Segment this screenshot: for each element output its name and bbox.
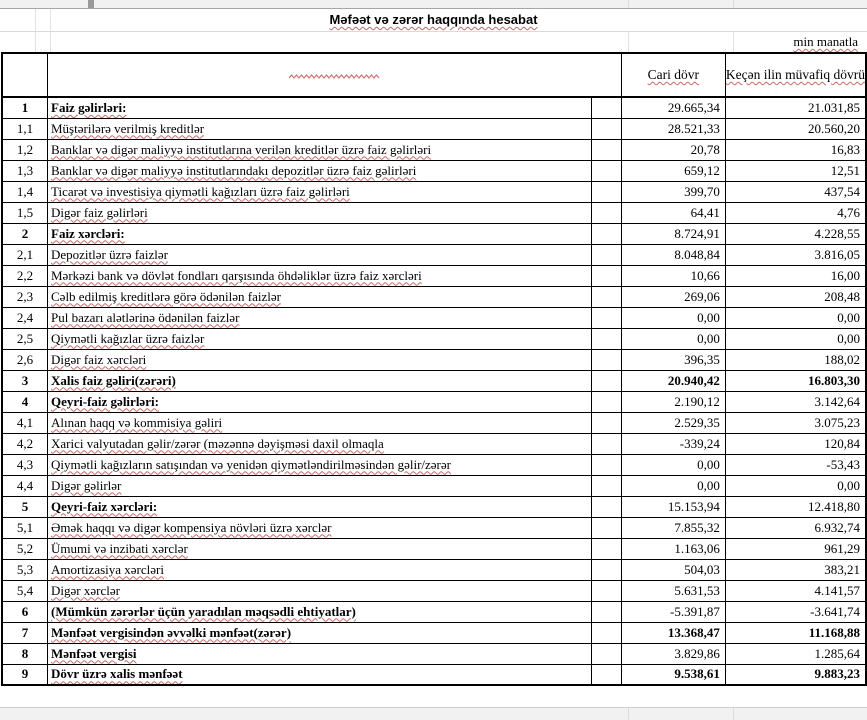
header-col-current[interactable]: Cari dövr bbox=[621, 53, 725, 97]
row-label-cell[interactable]: Banklar və digər maliyyə institutlarındakı depozitlər üzrə faiz gəlirləri bbox=[48, 160, 592, 181]
table-row bbox=[2, 202, 866, 223]
row-number-cell[interactable]: 4,4 bbox=[2, 475, 48, 496]
previous-value-cell[interactable]: 383,21 bbox=[725, 559, 866, 580]
table-row bbox=[2, 223, 866, 244]
gridline bbox=[628, 708, 629, 720]
gridline bbox=[733, 708, 734, 720]
spacer-cell[interactable] bbox=[592, 181, 621, 202]
table-row bbox=[2, 580, 866, 601]
previous-value-cell[interactable]: 208,48 bbox=[725, 286, 866, 307]
row-label-cell[interactable]: Mənfəət vergisindən əvvəlki mənfəət(zərər) bbox=[48, 622, 592, 643]
row-number-cell[interactable]: 5 bbox=[2, 496, 48, 517]
spacer-cell[interactable] bbox=[592, 160, 621, 181]
previous-value-cell[interactable]: 21.031,85 bbox=[725, 97, 866, 118]
row-number-cell[interactable]: 1,5 bbox=[2, 202, 48, 223]
row-number-cell[interactable]: 1 bbox=[2, 97, 48, 118]
spacer-cell[interactable] bbox=[592, 286, 621, 307]
table-row bbox=[2, 475, 866, 496]
report-table-body bbox=[2, 97, 866, 685]
row-label-cell[interactable]: Digər faiz xərcləri bbox=[48, 349, 592, 370]
spacer-cell[interactable] bbox=[592, 622, 621, 643]
previous-value-cell[interactable]: 437,54 bbox=[725, 181, 866, 202]
row-number-cell[interactable]: 9 bbox=[2, 664, 48, 685]
previous-value-cell[interactable]: 120,84 bbox=[725, 433, 866, 454]
current-value-cell[interactable]: -339,24 bbox=[621, 433, 725, 454]
table-row bbox=[2, 496, 866, 517]
table-row bbox=[2, 160, 866, 181]
row-number-cell[interactable]: 2,3 bbox=[2, 286, 48, 307]
spacer-cell[interactable] bbox=[592, 328, 621, 349]
current-value-cell[interactable]: -5.391,87 bbox=[621, 601, 725, 622]
row-number-cell[interactable]: 4,2 bbox=[2, 433, 48, 454]
previous-value-cell[interactable]: 16,00 bbox=[725, 265, 866, 286]
current-value-cell[interactable]: 2.190,12 bbox=[621, 391, 725, 412]
table-row bbox=[2, 307, 866, 328]
spacer-cell[interactable] bbox=[592, 223, 621, 244]
current-value-cell[interactable]: 0,00 bbox=[621, 307, 725, 328]
table-row bbox=[2, 286, 866, 307]
row-label-cell[interactable]: Mərkəzi bank və dövlət fondları qarşısında öhdəliklər üzrə faiz xərcləri bbox=[48, 265, 592, 286]
row-number-cell[interactable]: 4,1 bbox=[2, 412, 48, 433]
table-row bbox=[2, 412, 866, 433]
row-label-cell[interactable]: Qiymətli kağızların satışından və yenidən qiymətləndirilməsindən gəlir/zərər bbox=[48, 454, 592, 475]
report-table bbox=[1, 52, 867, 686]
row-number-cell[interactable]: 2,2 bbox=[2, 265, 48, 286]
spellcheck-squiggle bbox=[288, 73, 380, 80]
current-value-cell[interactable]: 9.538,61 bbox=[621, 664, 725, 685]
current-value-cell[interactable]: 1.163,06 bbox=[621, 538, 725, 559]
spacer-cell[interactable] bbox=[592, 265, 621, 286]
current-value-cell[interactable]: 659,12 bbox=[621, 160, 725, 181]
current-value-cell[interactable]: 8.724,91 bbox=[621, 223, 725, 244]
spacer-cell[interactable] bbox=[592, 244, 621, 265]
previous-value-cell[interactable]: 16.803,30 bbox=[725, 370, 866, 391]
row-label-cell[interactable]: Qeyri-faiz gəlirləri: bbox=[48, 391, 592, 412]
row-number-cell[interactable]: 2,6 bbox=[2, 349, 48, 370]
previous-value-cell[interactable]: 3.142,64 bbox=[725, 391, 866, 412]
current-value-cell[interactable]: 2.529,35 bbox=[621, 412, 725, 433]
row-label-cell[interactable]: Cəlb edilmiş kreditlərə görə ödənilən faizlər bbox=[48, 286, 592, 307]
previous-value-cell[interactable]: 6.932,74 bbox=[725, 517, 866, 538]
row-label-cell[interactable]: Qeyri-faiz xərcləri: bbox=[48, 496, 592, 517]
spacer-cell[interactable] bbox=[592, 475, 621, 496]
table-row bbox=[2, 517, 866, 538]
row-number-cell[interactable]: 4,3 bbox=[2, 454, 48, 475]
spacer-cell[interactable] bbox=[592, 454, 621, 475]
current-value-cell[interactable]: 399,70 bbox=[621, 181, 725, 202]
previous-value-cell[interactable]: 4.228,55 bbox=[725, 223, 866, 244]
spacer-cell[interactable] bbox=[592, 370, 621, 391]
spacer-cell[interactable] bbox=[592, 559, 621, 580]
spacer-cell[interactable] bbox=[592, 97, 621, 118]
current-value-cell[interactable]: 8.048,84 bbox=[621, 244, 725, 265]
table-row bbox=[2, 391, 866, 412]
current-value-cell[interactable]: 29.665,34 bbox=[621, 97, 725, 118]
unit-note: min manatla bbox=[793, 34, 858, 49]
spacer-cell[interactable] bbox=[592, 118, 621, 139]
table-row bbox=[2, 265, 866, 286]
spacer-cell[interactable] bbox=[592, 349, 621, 370]
previous-value-cell[interactable]: 12.418,80 bbox=[725, 496, 866, 517]
table-row bbox=[2, 97, 866, 118]
previous-value-cell[interactable]: 9.883,23 bbox=[725, 664, 866, 685]
current-value-cell[interactable]: 64,41 bbox=[621, 202, 725, 223]
previous-value-cell[interactable]: -53,43 bbox=[725, 454, 866, 475]
table-row bbox=[2, 538, 866, 559]
current-value-cell[interactable]: 15.153,94 bbox=[621, 496, 725, 517]
row-number-cell[interactable]: 2,1 bbox=[2, 244, 48, 265]
table-row bbox=[2, 454, 866, 475]
row-number-cell[interactable]: 5,1 bbox=[2, 517, 48, 538]
row-label-cell[interactable]: Faiz gəlirləri: bbox=[48, 97, 592, 118]
spacer-cell[interactable] bbox=[592, 433, 621, 454]
row-number-cell[interactable]: 7 bbox=[2, 622, 48, 643]
table-row bbox=[2, 622, 866, 643]
table-row bbox=[2, 433, 866, 454]
header-col-previous[interactable]: Keçən ilin müvafiq dövrü bbox=[725, 53, 866, 97]
spacer-cell[interactable] bbox=[592, 412, 621, 433]
previous-value-cell[interactable]: 16,83 bbox=[725, 139, 866, 160]
spacer-cell[interactable] bbox=[592, 538, 621, 559]
row-label-cell[interactable]: Digər xərclər bbox=[48, 580, 592, 601]
previous-value-cell[interactable]: 0,00 bbox=[725, 328, 866, 349]
current-value-cell[interactable]: 13.368,47 bbox=[621, 622, 725, 643]
table-row bbox=[2, 664, 866, 685]
row-number-cell[interactable]: 1,1 bbox=[2, 118, 48, 139]
row-label-cell[interactable]: Alınan haqq və kommisiya gəliri bbox=[48, 412, 592, 433]
table-row bbox=[2, 328, 866, 349]
spacer-cell[interactable] bbox=[592, 391, 621, 412]
current-value-cell[interactable]: 7.855,32 bbox=[621, 517, 725, 538]
row-number-cell[interactable]: 6 bbox=[2, 601, 48, 622]
report-title: Məfəət və zərər haqqında hesabat bbox=[329, 12, 538, 27]
spacer-cell[interactable] bbox=[592, 664, 621, 685]
row-label-cell[interactable]: Xalis faiz gəliri(zərəri) bbox=[48, 370, 592, 391]
previous-value-cell[interactable]: 3.816,05 bbox=[725, 244, 866, 265]
row-number-cell[interactable]: 2,4 bbox=[2, 307, 48, 328]
table-row bbox=[2, 559, 866, 580]
row-number-cell[interactable]: 1,4 bbox=[2, 181, 48, 202]
current-value-cell[interactable]: 28.521,33 bbox=[621, 118, 725, 139]
table-row bbox=[2, 181, 866, 202]
report-title-row[interactable] bbox=[0, 9, 867, 31]
previous-value-cell[interactable]: 12,51 bbox=[725, 160, 866, 181]
row-label-cell[interactable]: Depozitlər üzrə faizlər bbox=[48, 244, 592, 265]
current-value-cell[interactable]: 269,06 bbox=[621, 286, 725, 307]
gridline bbox=[628, 0, 629, 8]
previous-value-cell[interactable]: 961,29 bbox=[725, 538, 866, 559]
row-label-cell[interactable]: (Mümkün zərərlər üçün yaradılan məqsədli ehtiyatlar) bbox=[48, 601, 592, 622]
table-row bbox=[2, 118, 866, 139]
row-label-cell[interactable]: Digər gəlirlər bbox=[48, 475, 592, 496]
row-number-cell[interactable]: 2,5 bbox=[2, 328, 48, 349]
table-row bbox=[2, 601, 866, 622]
row-label-cell[interactable]: Faiz xərcləri: bbox=[48, 223, 592, 244]
table-row bbox=[2, 643, 866, 664]
previous-value-cell[interactable]: 3.075,23 bbox=[725, 412, 866, 433]
spacer-cell[interactable] bbox=[592, 601, 621, 622]
current-value-cell[interactable]: 504,03 bbox=[621, 559, 725, 580]
row-label-cell[interactable]: Əmək haqqı və digər kompensiya növləri üzrə xərclər bbox=[48, 517, 592, 538]
table-row bbox=[2, 244, 866, 265]
row-number-cell[interactable]: 1,2 bbox=[2, 139, 48, 160]
bottom-row-strip bbox=[0, 707, 867, 720]
row-label-cell[interactable]: Ticarət və investisiya qiymətli kağızları üzrə faiz gəlirləri bbox=[48, 181, 592, 202]
header-desc-cell[interactable] bbox=[48, 53, 622, 97]
top-row-strip bbox=[0, 0, 867, 9]
table-row bbox=[2, 349, 866, 370]
previous-value-cell[interactable]: 0,00 bbox=[725, 475, 866, 496]
gridline bbox=[733, 0, 734, 8]
row-label-cell[interactable]: Banklar və digər maliyyə institutlarına verilən kreditlər üzrə faiz gəlirləri bbox=[48, 139, 592, 160]
previous-value-cell[interactable]: 188,02 bbox=[725, 349, 866, 370]
row-number-cell[interactable]: 8 bbox=[2, 643, 48, 664]
spacer-cell[interactable] bbox=[592, 496, 621, 517]
row-label-cell[interactable]: Pul bazarı alətlərinə ödənilən faizlər bbox=[48, 307, 592, 328]
current-value-cell[interactable]: 0,00 bbox=[621, 328, 725, 349]
column-resize-handle[interactable] bbox=[88, 0, 94, 8]
previous-value-cell[interactable]: -3.641,74 bbox=[725, 601, 866, 622]
header-row bbox=[2, 53, 866, 97]
previous-value-cell[interactable]: 4,76 bbox=[725, 202, 866, 223]
row-number-cell[interactable]: 1,3 bbox=[2, 160, 48, 181]
row-label-cell[interactable]: Müştərilərə verilmiş kreditlər bbox=[48, 118, 592, 139]
row-label-cell[interactable]: Mənfəət vergisi bbox=[48, 643, 592, 664]
row-label-cell[interactable]: Xarici valyutadan gəlir/zərər (məzənnə dəyişməsi daxil olmaqla bbox=[48, 433, 592, 454]
previous-value-cell[interactable]: 11.168,88 bbox=[725, 622, 866, 643]
row-number-cell[interactable]: 5,4 bbox=[2, 580, 48, 601]
row-number-cell[interactable]: 5,3 bbox=[2, 559, 48, 580]
table-row bbox=[2, 139, 866, 160]
row-number-cell[interactable]: 4 bbox=[2, 391, 48, 412]
row-label-cell[interactable]: Digər faiz gəlirləri bbox=[48, 202, 592, 223]
header-num-cell[interactable] bbox=[2, 53, 48, 97]
current-value-cell[interactable]: 396,35 bbox=[621, 349, 725, 370]
row-label-cell[interactable]: Dövr üzrə xalis mənfəət bbox=[48, 664, 592, 685]
row-number-cell[interactable]: 2 bbox=[2, 223, 48, 244]
spacer-cell[interactable] bbox=[592, 517, 621, 538]
row-label-cell[interactable]: Ümumi və inzibati xərclər bbox=[48, 538, 592, 559]
current-value-cell[interactable]: 10,66 bbox=[621, 265, 725, 286]
current-value-cell[interactable]: 0,00 bbox=[621, 475, 725, 496]
previous-value-cell[interactable]: 1.285,64 bbox=[725, 643, 866, 664]
spacer-cell[interactable] bbox=[592, 643, 621, 664]
row-number-cell[interactable]: 5,2 bbox=[2, 538, 48, 559]
spacer-cell[interactable] bbox=[592, 580, 621, 601]
current-value-cell[interactable]: 5.631,53 bbox=[621, 580, 725, 601]
table-row bbox=[2, 370, 866, 391]
previous-value-cell[interactable]: 4.141,57 bbox=[725, 580, 866, 601]
current-value-cell[interactable]: 20.940,42 bbox=[621, 370, 725, 391]
current-value-cell[interactable]: 0,00 bbox=[621, 454, 725, 475]
row-label-cell[interactable]: Amortizasiya xərcləri bbox=[48, 559, 592, 580]
current-value-cell[interactable]: 20,78 bbox=[621, 139, 725, 160]
spacer-cell[interactable] bbox=[592, 307, 621, 328]
row-label-cell[interactable]: Qiymətli kağızlar üzrə faizlər bbox=[48, 328, 592, 349]
spacer-cell[interactable] bbox=[592, 202, 621, 223]
previous-value-cell[interactable]: 0,00 bbox=[725, 307, 866, 328]
spacer-cell[interactable] bbox=[592, 139, 621, 160]
current-value-cell[interactable]: 3.829,86 bbox=[621, 643, 725, 664]
unit-note-row[interactable] bbox=[0, 32, 867, 52]
row-number-cell[interactable]: 3 bbox=[2, 370, 48, 391]
previous-value-cell[interactable]: 20.560,20 bbox=[725, 118, 866, 139]
